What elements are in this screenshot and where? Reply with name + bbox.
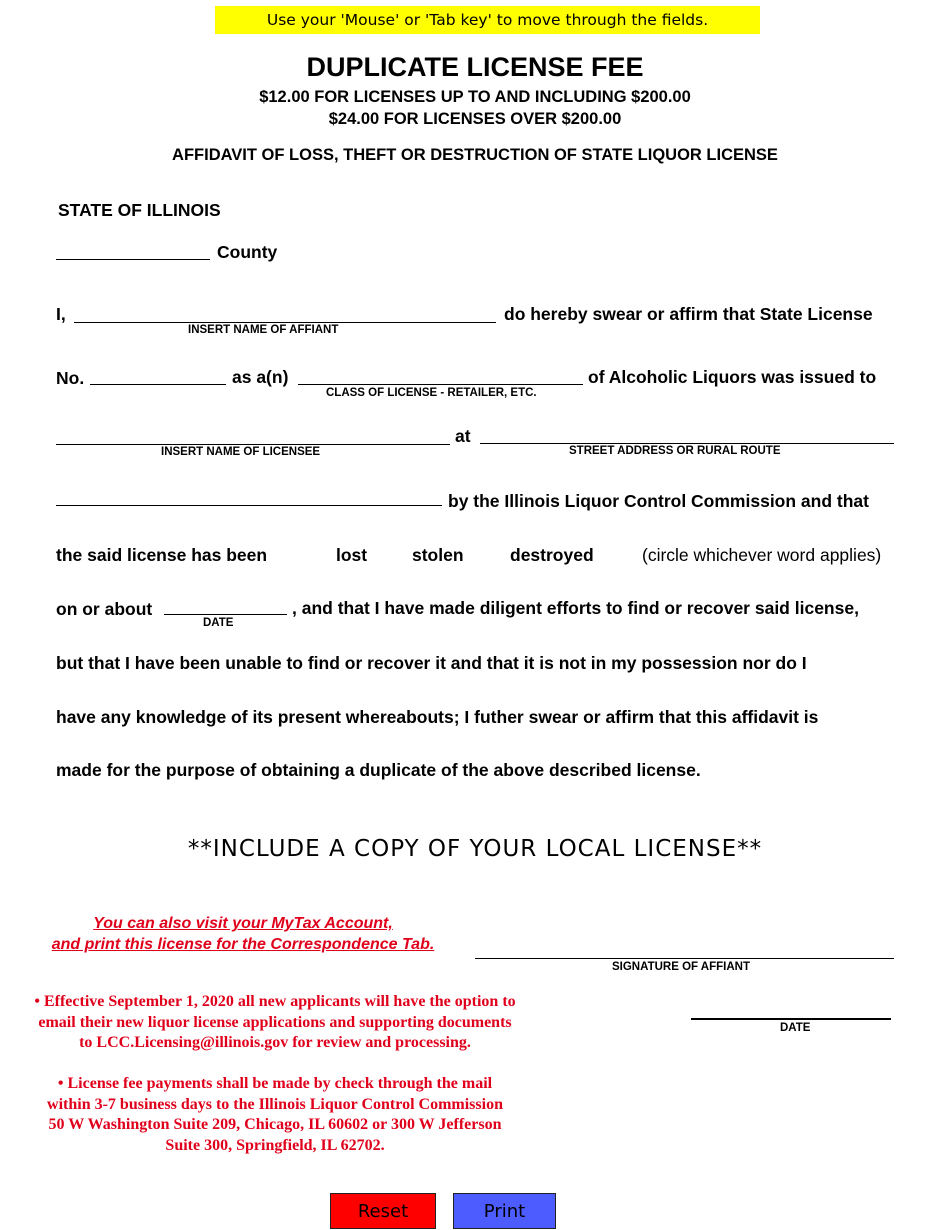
email-notice-line-3: to LCC.Licensing@illinois.gov for review and processing. (79, 1034, 471, 1051)
class-caption: CLASS OF LICENSE - RETAILER, ETC. (326, 387, 537, 399)
address-caption: STREET ADDRESS OR RURAL ROUTE (569, 445, 781, 457)
county-field[interactable] (56, 241, 210, 260)
fee-line-1: $12.00 FOR LICENSES UP TO AND INCLUDING $200.00 (259, 88, 691, 106)
state-label: STATE OF ILLINOIS (58, 200, 221, 220)
signature-date-caption: DATE (780, 1022, 811, 1034)
on-or-about-label: on or about (56, 599, 153, 619)
signature-field[interactable] (475, 940, 894, 959)
as-label: as a(n) (232, 367, 289, 387)
city-field[interactable] (56, 487, 442, 506)
include-local-license-note: **INCLUDE A COPY OF YOUR LOCAL LICENSE** (187, 836, 763, 862)
no-label: No. (56, 368, 85, 388)
signature-caption: SIGNATURE OF AFFIANT (612, 961, 750, 973)
body-line-3: made for the purpose of obtaining a duplicate of the above described license. (56, 760, 701, 780)
email-notice-line-1: • Effective September 1, 2020 all new applicants will have the option to (34, 993, 516, 1010)
at-label: at (455, 426, 471, 446)
affiant-name-field[interactable] (74, 304, 496, 323)
affidavit-title: AFFIDAVIT OF LOSS, THEFT OR DESTRUCTION OF STATE LIQUOR LICENSE (172, 146, 778, 164)
street-address-field[interactable] (480, 425, 894, 444)
fee-line-2: $24.00 FOR LICENSES OVER $200.00 (328, 110, 622, 128)
fee-payment-notice (10, 1074, 540, 1156)
swear-text: do hereby swear or affirm that State License (504, 304, 873, 324)
diligent-text: , and that I have made diligent efforts to find or recover said license, (292, 598, 859, 618)
option-destroyed[interactable]: destroyed (510, 545, 594, 565)
fee-notice-line-3: 50 W Washington Suite 209, Chicago, IL 60602 or 300 W Jefferson (48, 1116, 502, 1133)
date-caption: DATE (203, 617, 234, 629)
license-number-field[interactable] (90, 366, 226, 385)
page-title: DUPLICATE LICENSE FEE (306, 52, 644, 82)
county-label: County (217, 242, 278, 262)
signature-date-field[interactable] (691, 1000, 891, 1020)
body-line-2: have any knowledge of its present whereabouts; I futher swear or affirm that this affidavit is (56, 707, 819, 727)
body-line-1: but that I have been unable to find or recover it and that it is not in my possession nor do I (56, 653, 807, 673)
licensee-name-field[interactable] (56, 426, 450, 445)
email-notice-line-2: email their new liquor license applications and supporting documents (38, 1013, 512, 1031)
license-class-field[interactable] (298, 366, 583, 385)
option-stolen[interactable]: stolen (412, 545, 464, 565)
print-button[interactable]: Print (453, 1193, 556, 1229)
issued-text: of Alcoholic Liquors was issued to (588, 367, 877, 387)
affiant-caption: INSERT NAME OF AFFIANT (188, 324, 339, 336)
mytax-link-line-2[interactable]: and print this license for the Correspondence Tab. (51, 936, 435, 953)
i-label: I, (56, 304, 66, 324)
circle-note: (circle whichever word applies) (642, 545, 882, 565)
navigation-hint-banner: Use your 'Mouse' or 'Tab key' to move through the fields. (215, 6, 760, 34)
said-license-text: the said license has been (56, 545, 268, 565)
option-lost[interactable]: lost (336, 545, 368, 565)
commission-text: by the Illinois Liquor Control Commission and that (448, 491, 869, 511)
loss-date-field[interactable] (164, 596, 287, 615)
licensee-caption: INSERT NAME OF LICENSEE (161, 446, 321, 458)
fee-notice-line-4: Suite 300, Springfield, IL 62702. (165, 1136, 385, 1154)
reset-button[interactable]: Reset (330, 1193, 436, 1229)
email-notice (10, 992, 540, 1054)
mytax-link-line-1[interactable]: You can also visit your MyTax Account, (93, 915, 393, 932)
fee-notice-line-2: within 3-7 business days to the Illinois Liquor Control Commission (47, 1095, 503, 1113)
fee-notice-line-1: • License fee payments shall be made by check through the mail (57, 1075, 493, 1092)
